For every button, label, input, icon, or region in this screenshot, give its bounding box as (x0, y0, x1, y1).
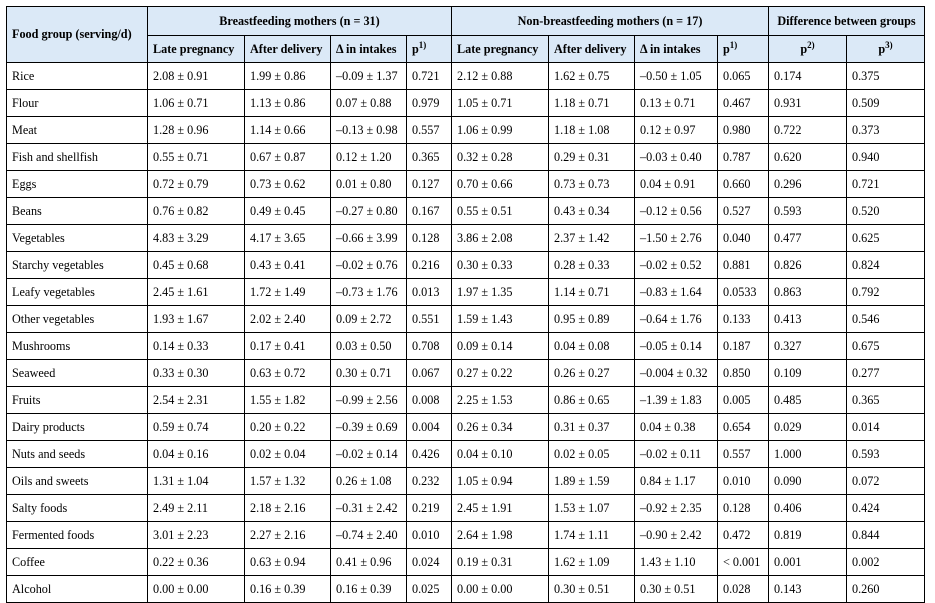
diff-p2-cell: 0.296 (769, 171, 847, 198)
bf-delta-cell: 0.07 ± 0.88 (331, 90, 407, 117)
table-row (7, 360, 925, 387)
nbf-late-pregnancy-cell: 0.30 ± 0.33 (452, 252, 549, 279)
diff-p3-cell: 0.625 (847, 225, 925, 252)
food-group-cell: Leafy vegetables (7, 279, 148, 306)
bf-p-cell: 0.365 (407, 144, 452, 171)
diff-p3-cell: 0.721 (847, 171, 925, 198)
nbf-late-pregnancy-cell: 2.12 ± 0.88 (452, 63, 549, 90)
nbf-after-delivery-cell: 0.73 ± 0.73 (549, 171, 635, 198)
nbf-after-delivery-cell: 1.62 ± 1.09 (549, 549, 635, 576)
food-group-cell: Fermented foods (7, 522, 148, 549)
nbf-late-pregnancy-cell: 2.25 ± 1.53 (452, 387, 549, 414)
nbf-p-cell: 0.654 (718, 414, 769, 441)
nbf-after-delivery-cell: 0.95 ± 0.89 (549, 306, 635, 333)
nbf-after-delivery-cell: 0.04 ± 0.08 (549, 333, 635, 360)
nbf-after-delivery-cell: 1.18 ± 1.08 (549, 117, 635, 144)
nbf-p-cell: 0.005 (718, 387, 769, 414)
nbf-after-delivery-cell: 0.02 ± 0.05 (549, 441, 635, 468)
bf-late-pregnancy-cell: 3.01 ± 2.23 (148, 522, 245, 549)
food-group-cell: Beans (7, 198, 148, 225)
diff-p2-cell: 0.485 (769, 387, 847, 414)
diff-p2-footnote: 2) (807, 39, 815, 50)
nbf-delta-cell: –0.64 ± 1.76 (635, 306, 718, 333)
bf-delta-cell: –0.27 ± 0.80 (331, 198, 407, 225)
diff-p2-cell: 0.029 (769, 414, 847, 441)
bf-after-delivery-cell: 0.63 ± 0.72 (245, 360, 331, 387)
nbf-p-cell: 0.787 (718, 144, 769, 171)
bf-late-pregnancy-cell: 0.04 ± 0.16 (148, 441, 245, 468)
bf-p-cell: 0.004 (407, 414, 452, 441)
nbf-delta-cell: –0.02 ± 0.52 (635, 252, 718, 279)
nbf-late-pregnancy-cell: 1.05 ± 0.94 (452, 468, 549, 495)
diff-p2-cell: 0.406 (769, 495, 847, 522)
bf-after-delivery-cell: 1.55 ± 1.82 (245, 387, 331, 414)
nbf-delta-cell: –0.83 ± 1.64 (635, 279, 718, 306)
diff-p3-cell: 0.373 (847, 117, 925, 144)
bf-late-pregnancy-cell: 1.28 ± 0.96 (148, 117, 245, 144)
diff-p3-cell: 0.940 (847, 144, 925, 171)
nbf-late-pregnancy-cell: 1.06 ± 0.99 (452, 117, 549, 144)
nbf-late-pregnancy-cell: 0.32 ± 0.28 (452, 144, 549, 171)
bf-late-pregnancy-cell: 0.76 ± 0.82 (148, 198, 245, 225)
diff-p3-cell: 0.824 (847, 252, 925, 279)
nbf-after-delivery-cell: 1.89 ± 1.59 (549, 468, 635, 495)
bf-delta-cell: 0.30 ± 0.71 (331, 360, 407, 387)
table-row (7, 144, 925, 171)
diff-p3-footnote: 3) (885, 39, 893, 50)
nbf-after-delivery-cell: 1.62 ± 0.75 (549, 63, 635, 90)
nbf-late-pregnancy-cell: 1.59 ± 1.43 (452, 306, 549, 333)
bf-after-delivery-cell: 2.18 ± 2.16 (245, 495, 331, 522)
table-row (7, 63, 925, 90)
bf-late-pregnancy-cell: 0.22 ± 0.36 (148, 549, 245, 576)
header-row-groups (7, 7, 925, 36)
nbf-p-cell: 0.0533 (718, 279, 769, 306)
bf-late-pregnancy-cell: 0.59 ± 0.74 (148, 414, 245, 441)
bf-after-delivery-cell: 1.14 ± 0.66 (245, 117, 331, 144)
difference-group-header: Difference between groups (769, 7, 925, 36)
bf-late-pregnancy-cell: 0.00 ± 0.00 (148, 576, 245, 603)
bf-p-cell: 0.979 (407, 90, 452, 117)
nbf-late-pregnancy-cell: 0.70 ± 0.66 (452, 171, 549, 198)
nbf-p-cell: 0.527 (718, 198, 769, 225)
bf-after-delivery-cell: 0.73 ± 0.62 (245, 171, 331, 198)
bf-p-label: p (412, 41, 419, 56)
bf-delta-cell: –0.09 ± 1.37 (331, 63, 407, 90)
nbf-after-delivery-cell: 2.37 ± 1.42 (549, 225, 635, 252)
food-group-cell: Alcohol (7, 576, 148, 603)
bf-after-delivery-cell: 0.20 ± 0.22 (245, 414, 331, 441)
bf-delta-cell: –0.73 ± 1.76 (331, 279, 407, 306)
diff-p2-cell: 0.931 (769, 90, 847, 117)
bf-late-pregnancy-cell: 2.49 ± 2.11 (148, 495, 245, 522)
diff-p3-label: p (878, 41, 886, 56)
nbf-delta-cell: –1.39 ± 1.83 (635, 387, 718, 414)
diff-p3-cell: 0.002 (847, 549, 925, 576)
bf-after-delivery-cell: 1.72 ± 1.49 (245, 279, 331, 306)
diff-p3-cell: 0.844 (847, 522, 925, 549)
nbf-p-cell: 0.850 (718, 360, 769, 387)
bf-after-delivery-cell: 0.49 ± 0.45 (245, 198, 331, 225)
bf-delta-cell: –0.02 ± 0.14 (331, 441, 407, 468)
food-intake-table (6, 6, 925, 603)
bf-late-pregnancy-cell: 0.45 ± 0.68 (148, 252, 245, 279)
table-row (7, 387, 925, 414)
food-group-cell: Rice (7, 63, 148, 90)
nbf-after-delivery-cell: 0.26 ± 0.27 (549, 360, 635, 387)
nbf-late-pregnancy-cell: 1.97 ± 1.35 (452, 279, 549, 306)
food-group-cell: Seaweed (7, 360, 148, 387)
diff-p2-cell: 0.090 (769, 468, 847, 495)
table-row (7, 414, 925, 441)
table-row (7, 279, 925, 306)
bf-late-pregnancy-cell: 1.93 ± 1.67 (148, 306, 245, 333)
bf-p-cell: 0.167 (407, 198, 452, 225)
bf-late-pregnancy-cell: 0.33 ± 0.30 (148, 360, 245, 387)
bf-late-pregnancy-cell: 0.55 ± 0.71 (148, 144, 245, 171)
bf-delta-cell: –0.39 ± 0.69 (331, 414, 407, 441)
nbf-p-cell: 0.557 (718, 441, 769, 468)
nbf-p-cell: 0.065 (718, 63, 769, 90)
bf-after-delivery-cell: 0.67 ± 0.87 (245, 144, 331, 171)
diff-p2-cell: 0.620 (769, 144, 847, 171)
nbf-p-cell: 0.128 (718, 495, 769, 522)
nbf-late-pregnancy-cell: 0.26 ± 0.34 (452, 414, 549, 441)
nbf-after-delivery-cell: 0.28 ± 0.33 (549, 252, 635, 279)
diff-p2-cell: 0.722 (769, 117, 847, 144)
nbf-late-pregnancy-cell: 2.45 ± 1.91 (452, 495, 549, 522)
table-row (7, 495, 925, 522)
bf-after-delivery-cell: 0.63 ± 0.94 (245, 549, 331, 576)
diff-p3-cell: 0.260 (847, 576, 925, 603)
nbf-delta-cell: 0.04 ± 0.91 (635, 171, 718, 198)
bf-p-cell: 0.128 (407, 225, 452, 252)
bf-p-header (407, 36, 452, 63)
diff-p3-cell: 0.593 (847, 441, 925, 468)
diff-p2-label: p (800, 41, 808, 56)
diff-p3-cell: 0.365 (847, 387, 925, 414)
bf-delta-cell: –0.66 ± 3.99 (331, 225, 407, 252)
bf-late-pregnancy-cell: 1.31 ± 1.04 (148, 468, 245, 495)
food-group-cell: Coffee (7, 549, 148, 576)
bf-late-pregnancy-header: Late pregnancy (148, 36, 245, 63)
nbf-late-pregnancy-cell: 0.27 ± 0.22 (452, 360, 549, 387)
nbf-p-header (718, 36, 769, 63)
diff-p2-cell: 0.413 (769, 306, 847, 333)
nbf-late-pregnancy-cell: 0.09 ± 0.14 (452, 333, 549, 360)
bf-late-pregnancy-cell: 0.14 ± 0.33 (148, 333, 245, 360)
nbf-delta-cell: –0.90 ± 2.42 (635, 522, 718, 549)
bf-after-delivery-header: After delivery (245, 36, 331, 63)
nbf-delta-cell: –0.05 ± 0.14 (635, 333, 718, 360)
nbf-delta-cell: –0.02 ± 0.11 (635, 441, 718, 468)
table-row (7, 90, 925, 117)
table-row (7, 225, 925, 252)
diff-p2-cell: 0.826 (769, 252, 847, 279)
bf-p-cell: 0.008 (407, 387, 452, 414)
bf-after-delivery-cell: 2.27 ± 2.16 (245, 522, 331, 549)
nbf-delta-cell: 0.04 ± 0.38 (635, 414, 718, 441)
diff-p3-cell: 0.072 (847, 468, 925, 495)
breastfeeding-group-header: Breastfeeding mothers (n = 31) (148, 7, 452, 36)
bf-delta-cell: –0.74 ± 2.40 (331, 522, 407, 549)
bf-p-footnote: 1) (418, 39, 427, 50)
bf-p-cell: 0.426 (407, 441, 452, 468)
nbf-delta-cell: –1.50 ± 2.76 (635, 225, 718, 252)
table-row (7, 522, 925, 549)
table-row (7, 468, 925, 495)
diff-p3-cell: 0.546 (847, 306, 925, 333)
bf-p-cell: 0.067 (407, 360, 452, 387)
nbf-after-delivery-cell: 1.53 ± 1.07 (549, 495, 635, 522)
bf-p-cell: 0.127 (407, 171, 452, 198)
bf-p-cell: 0.216 (407, 252, 452, 279)
diff-p3-cell: 0.375 (847, 63, 925, 90)
bf-delta-cell: –0.13 ± 0.98 (331, 117, 407, 144)
table-row (7, 576, 925, 603)
food-group-cell: Other vegetables (7, 306, 148, 333)
bf-late-pregnancy-cell: 2.45 ± 1.61 (148, 279, 245, 306)
nbf-late-pregnancy-cell: 0.04 ± 0.10 (452, 441, 549, 468)
food-group-cell: Vegetables (7, 225, 148, 252)
nbf-p-cell: 0.040 (718, 225, 769, 252)
table-row (7, 117, 925, 144)
nbf-after-delivery-cell: 1.18 ± 0.71 (549, 90, 635, 117)
nbf-p-footnote: 1) (729, 39, 738, 50)
nbf-p-cell: 0.010 (718, 468, 769, 495)
table-row (7, 333, 925, 360)
nbf-p-cell: 0.660 (718, 171, 769, 198)
non-breastfeeding-group-header: Non-breastfeeding mothers (n = 17) (452, 7, 769, 36)
bf-late-pregnancy-cell: 0.72 ± 0.79 (148, 171, 245, 198)
table-body (7, 63, 925, 603)
bf-after-delivery-cell: 0.16 ± 0.39 (245, 576, 331, 603)
food-group-cell: Eggs (7, 171, 148, 198)
nbf-after-delivery-cell: 0.86 ± 0.65 (549, 387, 635, 414)
table-row (7, 171, 925, 198)
table-row (7, 441, 925, 468)
table-row (7, 306, 925, 333)
diff-p3-cell: 0.520 (847, 198, 925, 225)
diff-p2-cell: 0.001 (769, 549, 847, 576)
food-group-cell: Fish and shellfish (7, 144, 148, 171)
bf-p-cell: 0.219 (407, 495, 452, 522)
diff-p3-cell: 0.675 (847, 333, 925, 360)
nbf-delta-cell: –0.92 ± 2.35 (635, 495, 718, 522)
bf-p-cell: 0.010 (407, 522, 452, 549)
bf-late-pregnancy-cell: 1.06 ± 0.71 (148, 90, 245, 117)
bf-delta-cell: 0.26 ± 1.08 (331, 468, 407, 495)
food-group-cell: Oils and sweets (7, 468, 148, 495)
nbf-delta-cell: 0.12 ± 0.97 (635, 117, 718, 144)
nbf-delta-cell: –0.004 ± 0.32 (635, 360, 718, 387)
bf-p-cell: 0.551 (407, 306, 452, 333)
bf-delta-cell: –0.31 ± 2.42 (331, 495, 407, 522)
nbf-p-cell: 0.980 (718, 117, 769, 144)
bf-delta-cell: 0.41 ± 0.96 (331, 549, 407, 576)
bf-p-cell: 0.708 (407, 333, 452, 360)
nbf-after-delivery-header: After delivery (549, 36, 635, 63)
nbf-delta-header: Δ in intakes (635, 36, 718, 63)
bf-after-delivery-cell: 0.17 ± 0.41 (245, 333, 331, 360)
bf-p-cell: 0.025 (407, 576, 452, 603)
bf-delta-header: Δ in intakes (331, 36, 407, 63)
diff-p3-header (847, 36, 925, 63)
nbf-delta-cell: –0.03 ± 0.40 (635, 144, 718, 171)
diff-p3-cell: 0.277 (847, 360, 925, 387)
nbf-late-pregnancy-cell: 0.19 ± 0.31 (452, 549, 549, 576)
table-row (7, 549, 925, 576)
nbf-p-cell: 0.467 (718, 90, 769, 117)
food-group-cell: Starchy vegetables (7, 252, 148, 279)
bf-delta-cell: 0.16 ± 0.39 (331, 576, 407, 603)
nbf-late-pregnancy-cell: 1.05 ± 0.71 (452, 90, 549, 117)
bf-late-pregnancy-cell: 2.08 ± 0.91 (148, 63, 245, 90)
bf-p-cell: 0.557 (407, 117, 452, 144)
diff-p2-cell: 0.593 (769, 198, 847, 225)
food-group-cell: Flour (7, 90, 148, 117)
nbf-late-pregnancy-cell: 0.55 ± 0.51 (452, 198, 549, 225)
nbf-after-delivery-cell: 1.74 ± 1.11 (549, 522, 635, 549)
bf-after-delivery-cell: 1.99 ± 0.86 (245, 63, 331, 90)
nbf-p-cell: 0.472 (718, 522, 769, 549)
bf-after-delivery-cell: 2.02 ± 2.40 (245, 306, 331, 333)
bf-delta-cell: –0.02 ± 0.76 (331, 252, 407, 279)
food-group-header: Food group (serving/d) (7, 7, 148, 63)
bf-late-pregnancy-cell: 2.54 ± 2.31 (148, 387, 245, 414)
diff-p2-cell: 0.819 (769, 522, 847, 549)
bf-late-pregnancy-cell: 4.83 ± 3.29 (148, 225, 245, 252)
diff-p2-cell: 0.863 (769, 279, 847, 306)
bf-delta-cell: 0.12 ± 1.20 (331, 144, 407, 171)
bf-p-cell: 0.232 (407, 468, 452, 495)
diff-p3-cell: 0.792 (847, 279, 925, 306)
nbf-after-delivery-cell: 0.29 ± 0.31 (549, 144, 635, 171)
table-row (7, 252, 925, 279)
bf-after-delivery-cell: 1.13 ± 0.86 (245, 90, 331, 117)
diff-p3-cell: 0.509 (847, 90, 925, 117)
nbf-p-cell: 0.028 (718, 576, 769, 603)
food-group-cell: Fruits (7, 387, 148, 414)
nbf-late-pregnancy-header: Late pregnancy (452, 36, 549, 63)
bf-after-delivery-cell: 1.57 ± 1.32 (245, 468, 331, 495)
nbf-p-label: p (723, 41, 730, 56)
nbf-delta-cell: 1.43 ± 1.10 (635, 549, 718, 576)
food-group-cell: Mushrooms (7, 333, 148, 360)
bf-p-cell: 0.013 (407, 279, 452, 306)
diff-p2-cell: 0.477 (769, 225, 847, 252)
food-group-cell: Dairy products (7, 414, 148, 441)
nbf-after-delivery-cell: 0.43 ± 0.34 (549, 198, 635, 225)
diff-p3-cell: 0.014 (847, 414, 925, 441)
table-row (7, 198, 925, 225)
nbf-p-cell: 0.133 (718, 306, 769, 333)
nbf-late-pregnancy-cell: 3.86 ± 2.08 (452, 225, 549, 252)
bf-p-cell: 0.721 (407, 63, 452, 90)
nbf-delta-cell: 0.13 ± 0.71 (635, 90, 718, 117)
bf-delta-cell: –0.99 ± 2.56 (331, 387, 407, 414)
food-group-cell: Nuts and seeds (7, 441, 148, 468)
nbf-p-cell: < 0.001 (718, 549, 769, 576)
nbf-delta-cell: –0.12 ± 0.56 (635, 198, 718, 225)
nbf-after-delivery-cell: 1.14 ± 0.71 (549, 279, 635, 306)
bf-after-delivery-cell: 0.43 ± 0.41 (245, 252, 331, 279)
nbf-after-delivery-cell: 0.31 ± 0.37 (549, 414, 635, 441)
diff-p2-header (769, 36, 847, 63)
nbf-p-cell: 0.881 (718, 252, 769, 279)
nbf-delta-cell: –0.50 ± 1.05 (635, 63, 718, 90)
diff-p2-cell: 0.327 (769, 333, 847, 360)
nbf-p-cell: 0.187 (718, 333, 769, 360)
diff-p2-cell: 0.143 (769, 576, 847, 603)
nbf-delta-cell: 0.30 ± 0.51 (635, 576, 718, 603)
nbf-after-delivery-cell: 0.30 ± 0.51 (549, 576, 635, 603)
food-group-cell: Salty foods (7, 495, 148, 522)
bf-after-delivery-cell: 4.17 ± 3.65 (245, 225, 331, 252)
food-group-cell: Meat (7, 117, 148, 144)
nbf-late-pregnancy-cell: 2.64 ± 1.98 (452, 522, 549, 549)
diff-p2-cell: 0.109 (769, 360, 847, 387)
bf-delta-cell: 0.03 ± 0.50 (331, 333, 407, 360)
bf-delta-cell: 0.01 ± 0.80 (331, 171, 407, 198)
bf-delta-cell: 0.09 ± 2.72 (331, 306, 407, 333)
nbf-late-pregnancy-cell: 0.00 ± 0.00 (452, 576, 549, 603)
diff-p2-cell: 1.000 (769, 441, 847, 468)
bf-after-delivery-cell: 0.02 ± 0.04 (245, 441, 331, 468)
diff-p3-cell: 0.424 (847, 495, 925, 522)
nbf-delta-cell: 0.84 ± 1.17 (635, 468, 718, 495)
bf-p-cell: 0.024 (407, 549, 452, 576)
diff-p2-cell: 0.174 (769, 63, 847, 90)
